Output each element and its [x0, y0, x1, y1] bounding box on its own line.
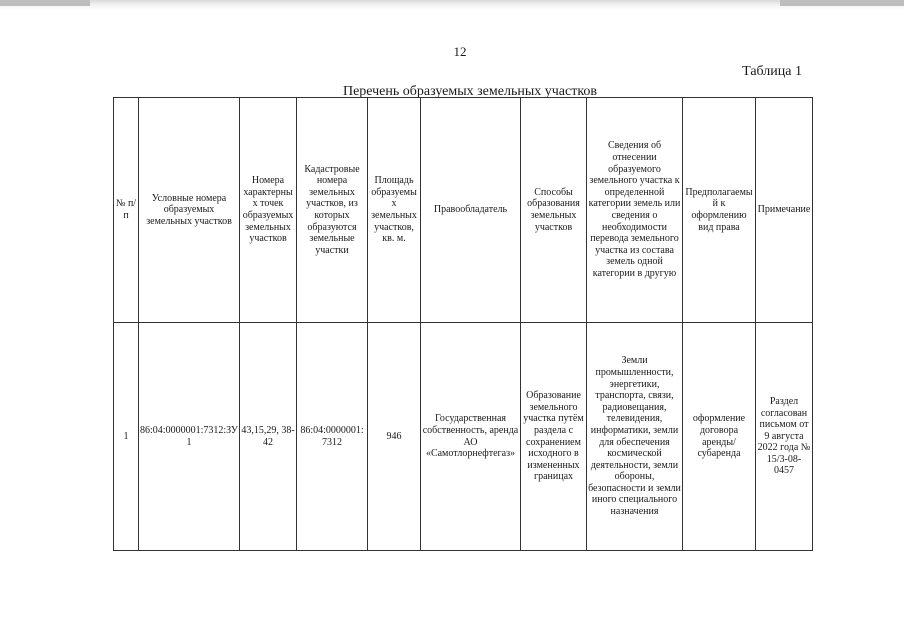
cell-formation-method: Образование земельного участка путём раздела с сохранением исходного в измененных границах	[521, 323, 587, 551]
cell-area: 946	[368, 323, 421, 551]
cell-land-category: Земли промышленности, энергетики, транспорта, связи, радиовещания, телевидения, информатики, земли для обеспечения космической деятельности, земли обороны, безопасности и земли иного специального назначения	[587, 323, 683, 551]
header-owner: Правообладатель	[421, 98, 521, 323]
table-label: Таблица 1	[742, 64, 802, 79]
header-formation-method: Способы образования земельных участков	[521, 98, 587, 323]
header-number: № п/п	[114, 98, 139, 323]
scan-shadow	[0, 0, 904, 10]
scan-edge-right	[780, 0, 904, 6]
land-plots-table	[113, 97, 813, 551]
header-cadastral-numbers: Кадастровые номера земельных участков, из которых образуются земельные участки	[297, 98, 368, 323]
document-title: Перечень образуемых земельных участков	[342, 84, 598, 99]
cell-right-type: оформление договора аренды/субаренда	[683, 323, 756, 551]
header-point-numbers: Номера характерных точек образуемых земельных участков	[240, 98, 297, 323]
header-right-type: Предполагаемый к оформлению вид права	[683, 98, 756, 323]
cell-owner: Государственная собственность, аренда АО «Самотлорнефтегаз»	[421, 323, 521, 551]
header-conditional-numbers: Условные номера образуемых земельных участков	[139, 98, 240, 323]
cell-cadastral-number: 86:04:0000001:7312	[297, 323, 368, 551]
cell-conditional-number: 86:04:0000001:7312:ЗУ1	[139, 323, 240, 551]
cell-note: Раздел согласован письмом от 9 августа 2022 года № 15/3-08-0457	[756, 323, 813, 551]
header-area: Площадь образуемых земельных участков, кв. м.	[368, 98, 421, 323]
header-land-category: Сведения об отнесении образуемого земельного участка к определенной категории земель или сведения о необходимости перевода земельного участка из состава земель одной категории в другую	[587, 98, 683, 323]
cell-number: 1	[114, 323, 139, 551]
header-note: Примечание	[756, 98, 813, 323]
table-row	[114, 323, 813, 551]
scan-edge-left	[0, 0, 90, 6]
page-number: 12	[453, 44, 467, 59]
table-header-row	[114, 98, 813, 323]
cell-point-numbers: 43,15,29, 38-42	[240, 323, 297, 551]
